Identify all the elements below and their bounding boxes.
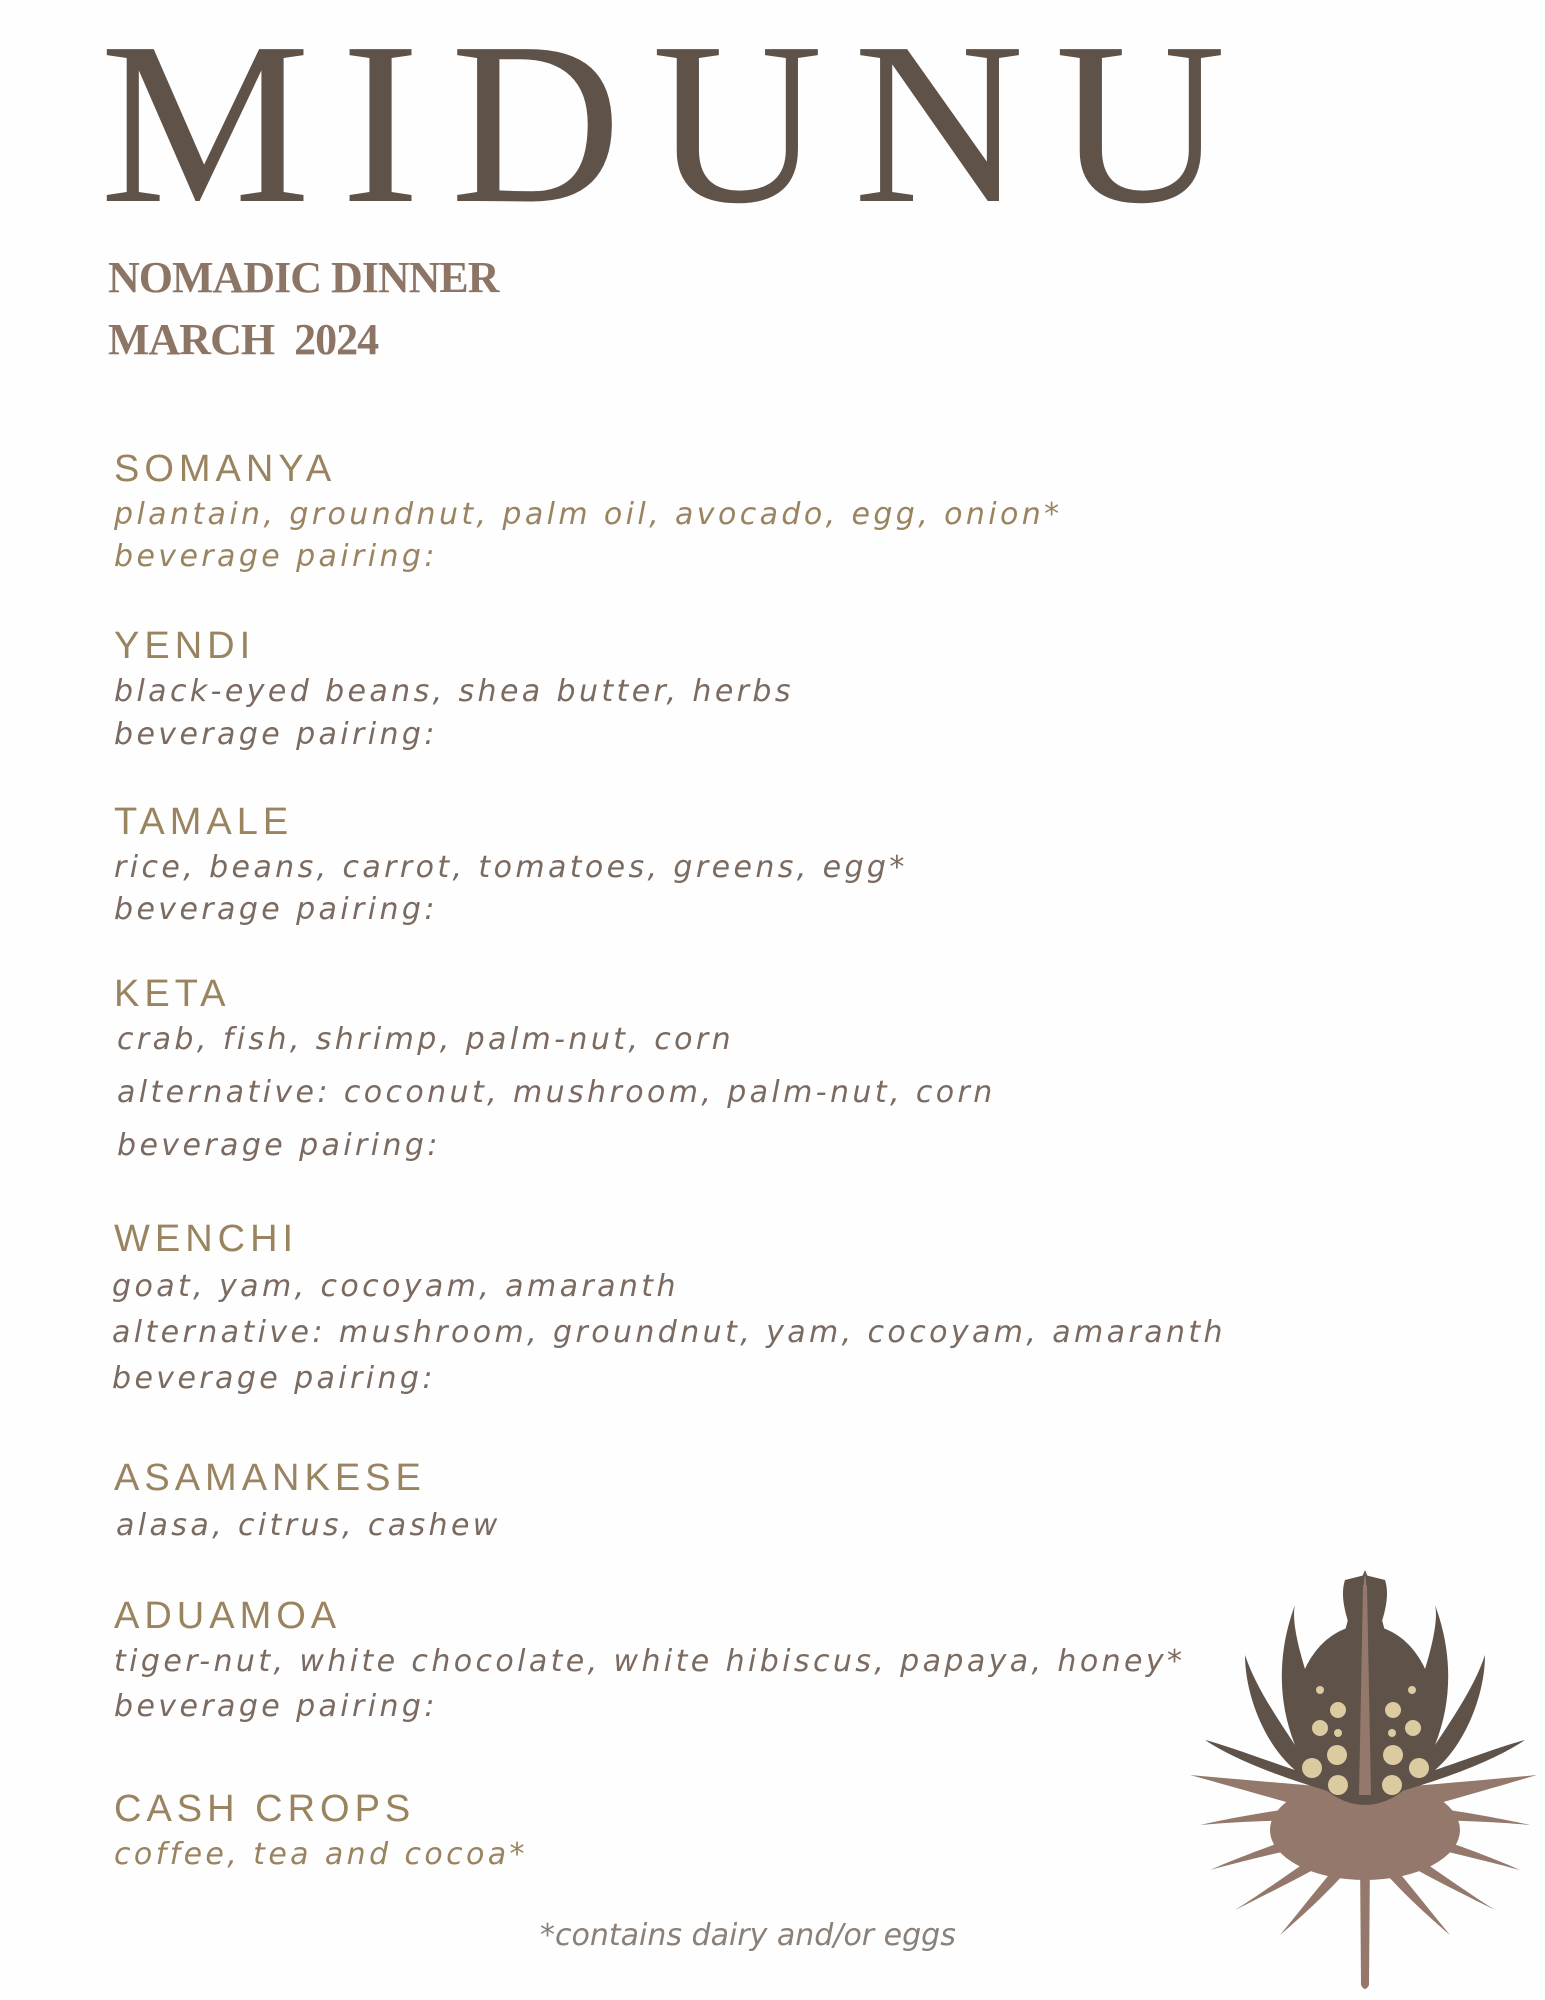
course-ingredients: alasa, citrus, cashew (116, 1508, 501, 1543)
beverage-pairing: beverage pairing: (114, 539, 438, 574)
allergen-footnote: *contains dairy and/or eggs (540, 1918, 956, 1953)
course-tamale (114, 801, 908, 927)
course-ingredients: plantain, groundnut, palm oil, avocado, egg, onion* (114, 497, 1063, 532)
course-name: SOMANYA (114, 448, 337, 490)
event-title: NOMADIC DINNER (108, 253, 499, 302)
beverage-pairing: beverage pairing: (112, 1361, 436, 1396)
course-somanya (114, 448, 1063, 574)
course-name: ADUAMOA (114, 1595, 342, 1637)
beverage-pairing: beverage pairing: (114, 717, 438, 752)
restaurant-name: MIDUNU (100, 0, 1257, 252)
course-cash-crops (114, 1788, 528, 1872)
course-alternative: alternative: mushroom, groundnut, yam, cocoyam, amaranth (112, 1315, 1226, 1350)
event-date: MARCH 2024 (108, 315, 379, 364)
course-yendi (114, 625, 794, 752)
beverage-pairing: beverage pairing: (117, 1128, 441, 1163)
course-ingredients: tiger-nut, white chocolate, white hibiscus, papaya, honey* (114, 1644, 1186, 1679)
course-ingredients: black-eyed beans, shea butter, herbs (114, 674, 794, 709)
course-wenchi (112, 1218, 1226, 1396)
course-name: YENDI (114, 625, 256, 667)
course-name: WENCHI (114, 1218, 299, 1260)
course-ingredients: coffee, tea and cocoa* (114, 1837, 528, 1872)
course-ingredients: crab, fish, shrimp, palm-nut, corn (117, 1022, 735, 1057)
course-aduamoa (114, 1595, 1186, 1724)
course-asamankese (114, 1457, 501, 1543)
beverage-pairing: beverage pairing: (114, 1689, 438, 1724)
course-name: KETA (114, 973, 231, 1015)
course-ingredients: goat, yam, cocoyam, amaranth (112, 1269, 679, 1304)
course-alternative: alternative: coconut, mushroom, palm-nut, corn (117, 1075, 996, 1110)
course-ingredients: rice, beans, carrot, tomatoes, greens, egg* (114, 850, 908, 885)
course-name: ASAMANKESE (114, 1457, 426, 1499)
course-name: TAMALE (114, 801, 294, 843)
course-name: CASH CROPS (114, 1788, 416, 1830)
feather-icon (1185, 1565, 1540, 1995)
course-keta (114, 973, 996, 1163)
beverage-pairing: beverage pairing: (114, 892, 438, 927)
